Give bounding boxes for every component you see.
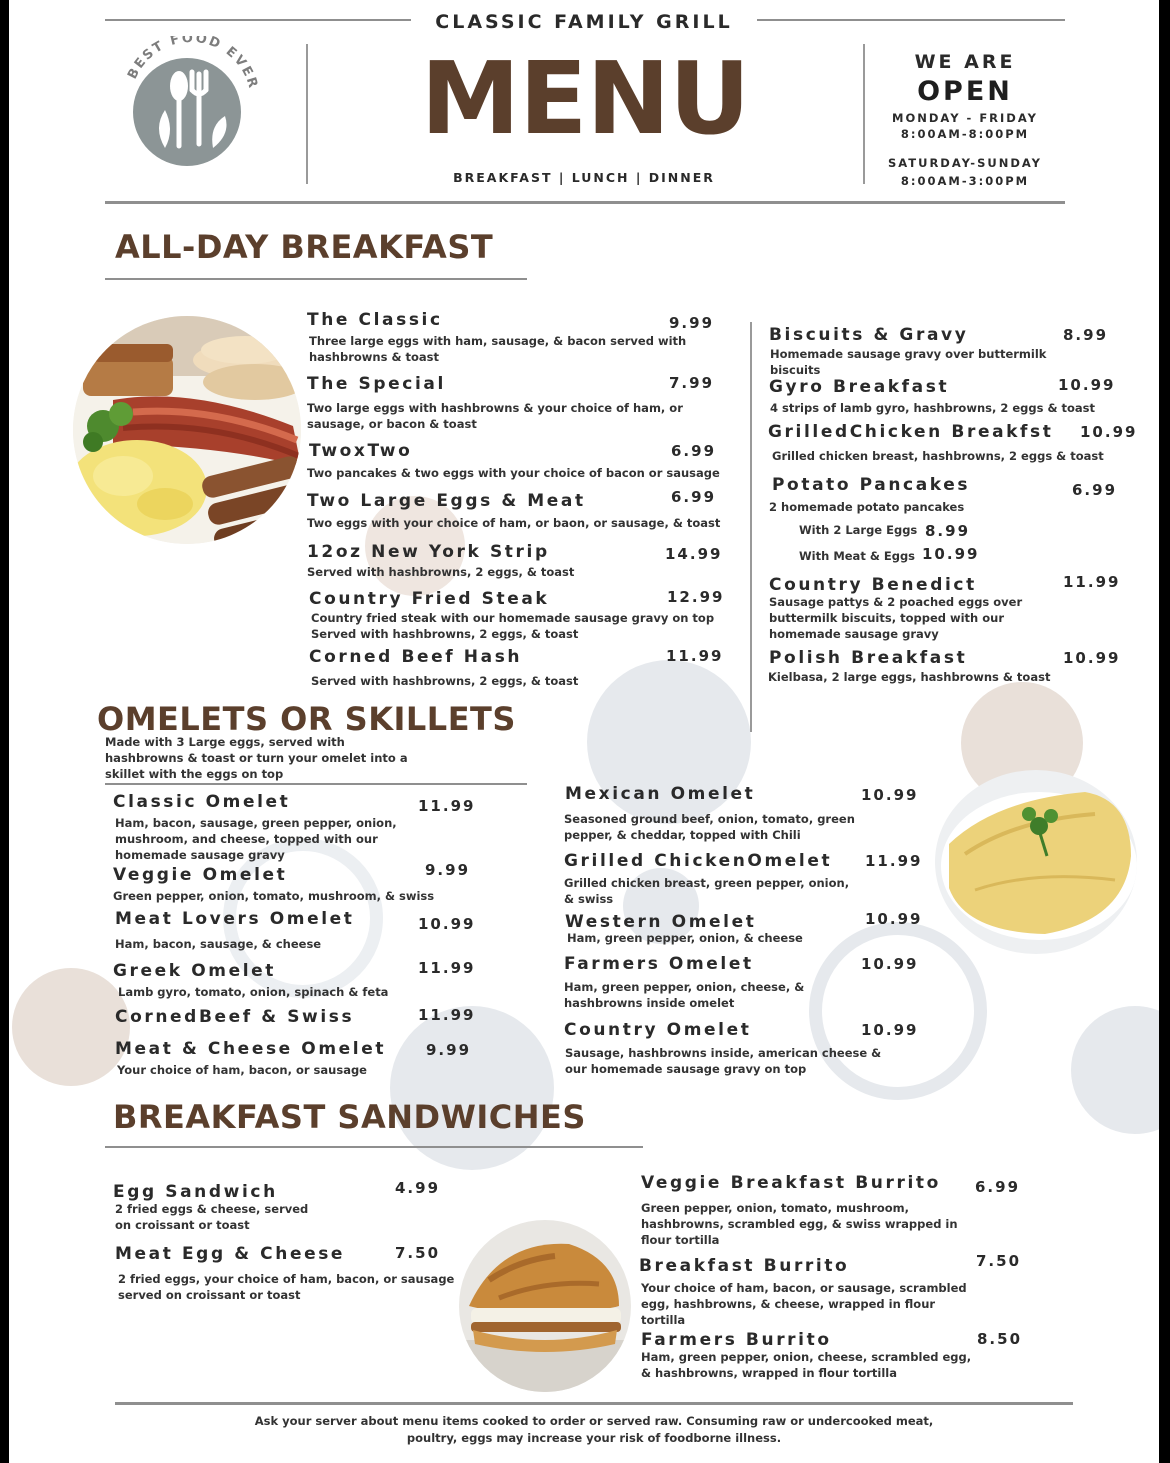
menu-item-name: Gyro Breakfast	[769, 377, 950, 397]
menu-item-price: 9.99	[425, 861, 471, 879]
menu-item-price: 10.99	[1080, 423, 1138, 441]
menu-item-price: 10.99	[861, 955, 919, 973]
menu-item-name: Country Omelet	[564, 1020, 752, 1040]
menu-item-name: TwoxTwo	[309, 441, 413, 461]
menu-item-desc: Sausage, hashbrowns inside, american cheese & our homemade sausage gravy on top	[565, 1046, 882, 1076]
menu-page	[9, 0, 1159, 1463]
menu-item-desc: Two pancakes & two eggs with your choice of bacon or sausage	[307, 466, 720, 480]
menu-item-price: 9.99	[426, 1041, 472, 1059]
header-divider-right	[863, 44, 865, 184]
croissant-sandwich-photo	[459, 1220, 631, 1392]
menu-item-desc: Green pepper, onion, tomato, mushroom, hashbrowns, scrambled egg, & swiss wrapped in flour tortilla	[641, 1201, 958, 1247]
menu-item-desc: Your choice of ham, bacon, or sausage, scrambled egg, hashbrowns, & cheese, wrapped in flour tortilla	[641, 1281, 967, 1327]
menu-item-desc: Ham, bacon, sausage, & cheese	[115, 937, 322, 951]
menu-item-name: 12oz New York Strip	[307, 542, 550, 562]
menu-item-price: 6.99	[671, 488, 717, 506]
menu-item-name: Grilled ChickenOmelet	[564, 851, 833, 871]
meal-times: BREAKFAST | LUNCH | DINNER	[453, 170, 715, 185]
menu-item-name: Western Omelet	[565, 912, 757, 932]
breakfast-platter-photo	[73, 316, 301, 544]
page-title: MENU	[420, 40, 750, 157]
menu-item-name: GrilledChicken Breakfst	[768, 422, 1054, 442]
menu-item-desc: Ham, bacon, sausage, green pepper, onion, mushroom, and cheese, topped with our homemade sausage gravy	[115, 816, 397, 862]
sandwiches-title-rule	[105, 1146, 643, 1148]
menu-item-price: 11.99	[418, 797, 476, 815]
menu-item-price: 11.99	[418, 1006, 476, 1024]
menu-item-desc: Grilled chicken breast, green pepper, onion, & swiss	[564, 876, 850, 906]
section-title-sandwiches: BREAKFAST SANDWICHES	[113, 1098, 586, 1136]
section-title-omelets: OMELETS OR SKILLETS	[97, 700, 516, 738]
menu-item-name: Potato Pancakes	[772, 475, 971, 495]
hours-weekend-time: 8:00AM-3:00PM	[900, 174, 1030, 188]
menu-item-name: Meat Lovers Omelet	[115, 909, 355, 929]
menu-item-price: 11.99	[1063, 573, 1121, 591]
menu-item-price: 7.50	[976, 1252, 1022, 1270]
footer-disclaimer-line1: Ask your server about menu items cooked to order or served raw. Consuming raw or undercooked meat,	[254, 1414, 934, 1428]
menu-item-name: Biscuits & Gravy	[769, 325, 969, 345]
header-rule-right	[757, 19, 1065, 21]
menu-item-desc: Green pepper, onion, tomato, mushroom, & swiss	[113, 889, 435, 903]
footer-rule	[115, 1402, 1073, 1405]
breakfast-column-divider	[750, 322, 752, 732]
menu-item-desc: Kielbasa, 2 large eggs, hashbrowns & toast	[768, 670, 1051, 684]
menu-item-name: Two Large Eggs & Meat	[307, 491, 586, 511]
menu-item-name: The Special	[307, 374, 446, 394]
menu-item-price: 7.99	[669, 374, 715, 392]
menu-item-desc-2: Served with hashbrowns, 2 eggs, & toast	[311, 627, 579, 641]
menu-item-price: 7.50	[395, 1244, 441, 1262]
menu-item-name: Corned Beef Hash	[309, 647, 523, 667]
hours-weekday-days: MONDAY - FRIDAY	[892, 111, 1038, 125]
menu-item-price: 12.99	[667, 588, 725, 606]
menu-item-price: 10.99	[861, 786, 919, 804]
menu-item-name: Egg Sandwich	[113, 1182, 278, 1202]
menu-item-price: 10.99	[1063, 649, 1121, 667]
menu-item-price: 10.99	[861, 1021, 919, 1039]
footer-disclaimer-line2: poultry, eggs may increase your risk of foodborne illness.	[406, 1431, 782, 1445]
section-title-breakfast: ALL-DAY BREAKFAST	[115, 228, 494, 266]
omelet-photo	[935, 770, 1137, 954]
menu-item-desc: 4 strips of lamb gyro, hashbrowns, 2 eggs & toast	[770, 401, 1096, 415]
restaurant-name: CLASSIC FAMILY GRILL	[435, 11, 733, 33]
potato-option-price: 8.99	[925, 522, 971, 540]
decor-bubble	[1071, 1006, 1159, 1134]
menu-item-price: 8.50	[977, 1330, 1023, 1348]
menu-item-price: 10.99	[418, 915, 476, 933]
fork-spoon-leaf-icon	[113, 36, 269, 168]
menu-item-name: Farmers Omelet	[564, 954, 754, 974]
menu-item-price: 9.99	[669, 314, 715, 332]
logo-badge	[113, 36, 269, 168]
menu-item-desc: Your choice of ham, bacon, or sausage	[117, 1063, 367, 1077]
menu-item-desc: Three large eggs with ham, sausage, & bacon served with hashbrowns & toast	[309, 334, 687, 364]
menu-item-name: CornedBeef & Swiss	[115, 1007, 355, 1027]
menu-item-name: Meat & Cheese Omelet	[115, 1039, 387, 1059]
menu-item-name: Country Benedict	[769, 575, 977, 595]
menu-item-desc: Ham, green pepper, onion, cheese, & hashbrowns inside omelet	[564, 980, 805, 1010]
menu-item-name: Classic Omelet	[113, 792, 291, 812]
potato-option-label: With Meat & Eggs	[799, 549, 916, 563]
menu-item-price: 10.99	[1058, 376, 1116, 394]
menu-item-price: 8.99	[1063, 326, 1109, 344]
open-line2: OPEN	[917, 76, 1013, 107]
menu-item-name: Veggie Breakfast Burrito	[641, 1173, 941, 1193]
omelets-title-rule	[105, 783, 527, 785]
header-bottom-rule	[105, 201, 1065, 204]
menu-item-name: Polish Breakfast	[769, 648, 968, 668]
menu-item-desc: 2 fried eggs, your choice of ham, bacon, or sausage served on croissant or toast	[118, 1272, 455, 1302]
breakfast-title-rule	[105, 278, 527, 280]
menu-item-desc: Lamb gyro, tomato, onion, spinach & feta	[118, 985, 389, 999]
badge-text: BEST FOOD EVER	[125, 36, 261, 92]
menu-item-name: Greek Omelet	[113, 961, 276, 981]
decor-bubble	[12, 968, 130, 1086]
menu-item-price: 6.99	[1072, 481, 1118, 499]
menu-item-desc: Homemade sausage gravy over buttermilk biscuits	[770, 347, 1047, 377]
menu-item-price: 6.99	[671, 442, 717, 460]
menu-item-desc: 2 homemade potato pancakes	[769, 500, 965, 514]
potato-option-price: 10.99	[922, 545, 980, 563]
menu-item-desc: Ham, green pepper, onion, cheese, scrambled egg, & hashbrowns, wrapped in flour tortilla	[641, 1350, 972, 1380]
hours-weekend-days: SATURDAY-SUNDAY	[887, 156, 1042, 170]
menu-item-price: 14.99	[665, 545, 723, 563]
menu-item-price: 6.99	[975, 1178, 1021, 1196]
menu-item-name: Mexican Omelet	[565, 784, 756, 804]
menu-item-desc: Two large eggs with hashbrowns & your choice of ham, or sausage, or bacon & toast	[307, 401, 683, 431]
menu-item-desc: Served with hashbrowns, 2 eggs, & toast	[307, 565, 575, 579]
menu-item-name: Meat Egg & Cheese	[115, 1244, 346, 1264]
menu-item-name: Farmers Burrito	[641, 1330, 832, 1350]
menu-item-price: 11.99	[666, 647, 724, 665]
omelets-intro: Made with 3 Large eggs, served with hashbrowns & toast or turn your omelet into a skillet with the eggs on top	[105, 735, 408, 781]
menu-item-desc: Seasoned ground beef, onion, tomato, green pepper, & cheddar, topped with Chili	[564, 812, 855, 842]
menu-item-price: 11.99	[418, 959, 476, 977]
open-line1: WE ARE	[914, 51, 1016, 73]
menu-item-desc: Grilled chicken breast, hashbrowns, 2 eggs & toast	[772, 449, 1104, 463]
hours-weekday-time: 8:00AM-8:00PM	[900, 127, 1030, 141]
menu-item-price: 11.99	[865, 852, 923, 870]
menu-item-name: Breakfast Burrito	[639, 1256, 850, 1276]
header-divider-left	[306, 44, 308, 184]
menu-item-name: The Classic	[307, 310, 443, 330]
header-rule-left	[105, 19, 411, 21]
potato-option-label: With 2 Large Eggs	[799, 523, 918, 537]
menu-item-name: Country Fried Steak	[309, 589, 550, 609]
menu-item-name: Veggie Omelet	[113, 865, 288, 885]
menu-item-desc: Served with hashbrowns, 2 eggs, & toast	[311, 674, 579, 688]
menu-item-price: 4.99	[395, 1179, 441, 1197]
menu-item-desc: 2 fried eggs & cheese, served on croissant or toast	[115, 1202, 309, 1232]
menu-item-desc: Sausage pattys & 2 poached eggs over buttermilk biscuits, topped with our homemade sausage gravy	[769, 595, 1023, 641]
menu-item-desc: Two eggs with your choice of ham, or baon, or sausage, & toast	[307, 516, 721, 530]
menu-item-price: 10.99	[865, 910, 923, 928]
menu-item-desc: Country fried steak with our homemade sausage gravy on top	[311, 611, 715, 625]
menu-item-desc: Ham, green pepper, onion, & cheese	[567, 931, 803, 945]
